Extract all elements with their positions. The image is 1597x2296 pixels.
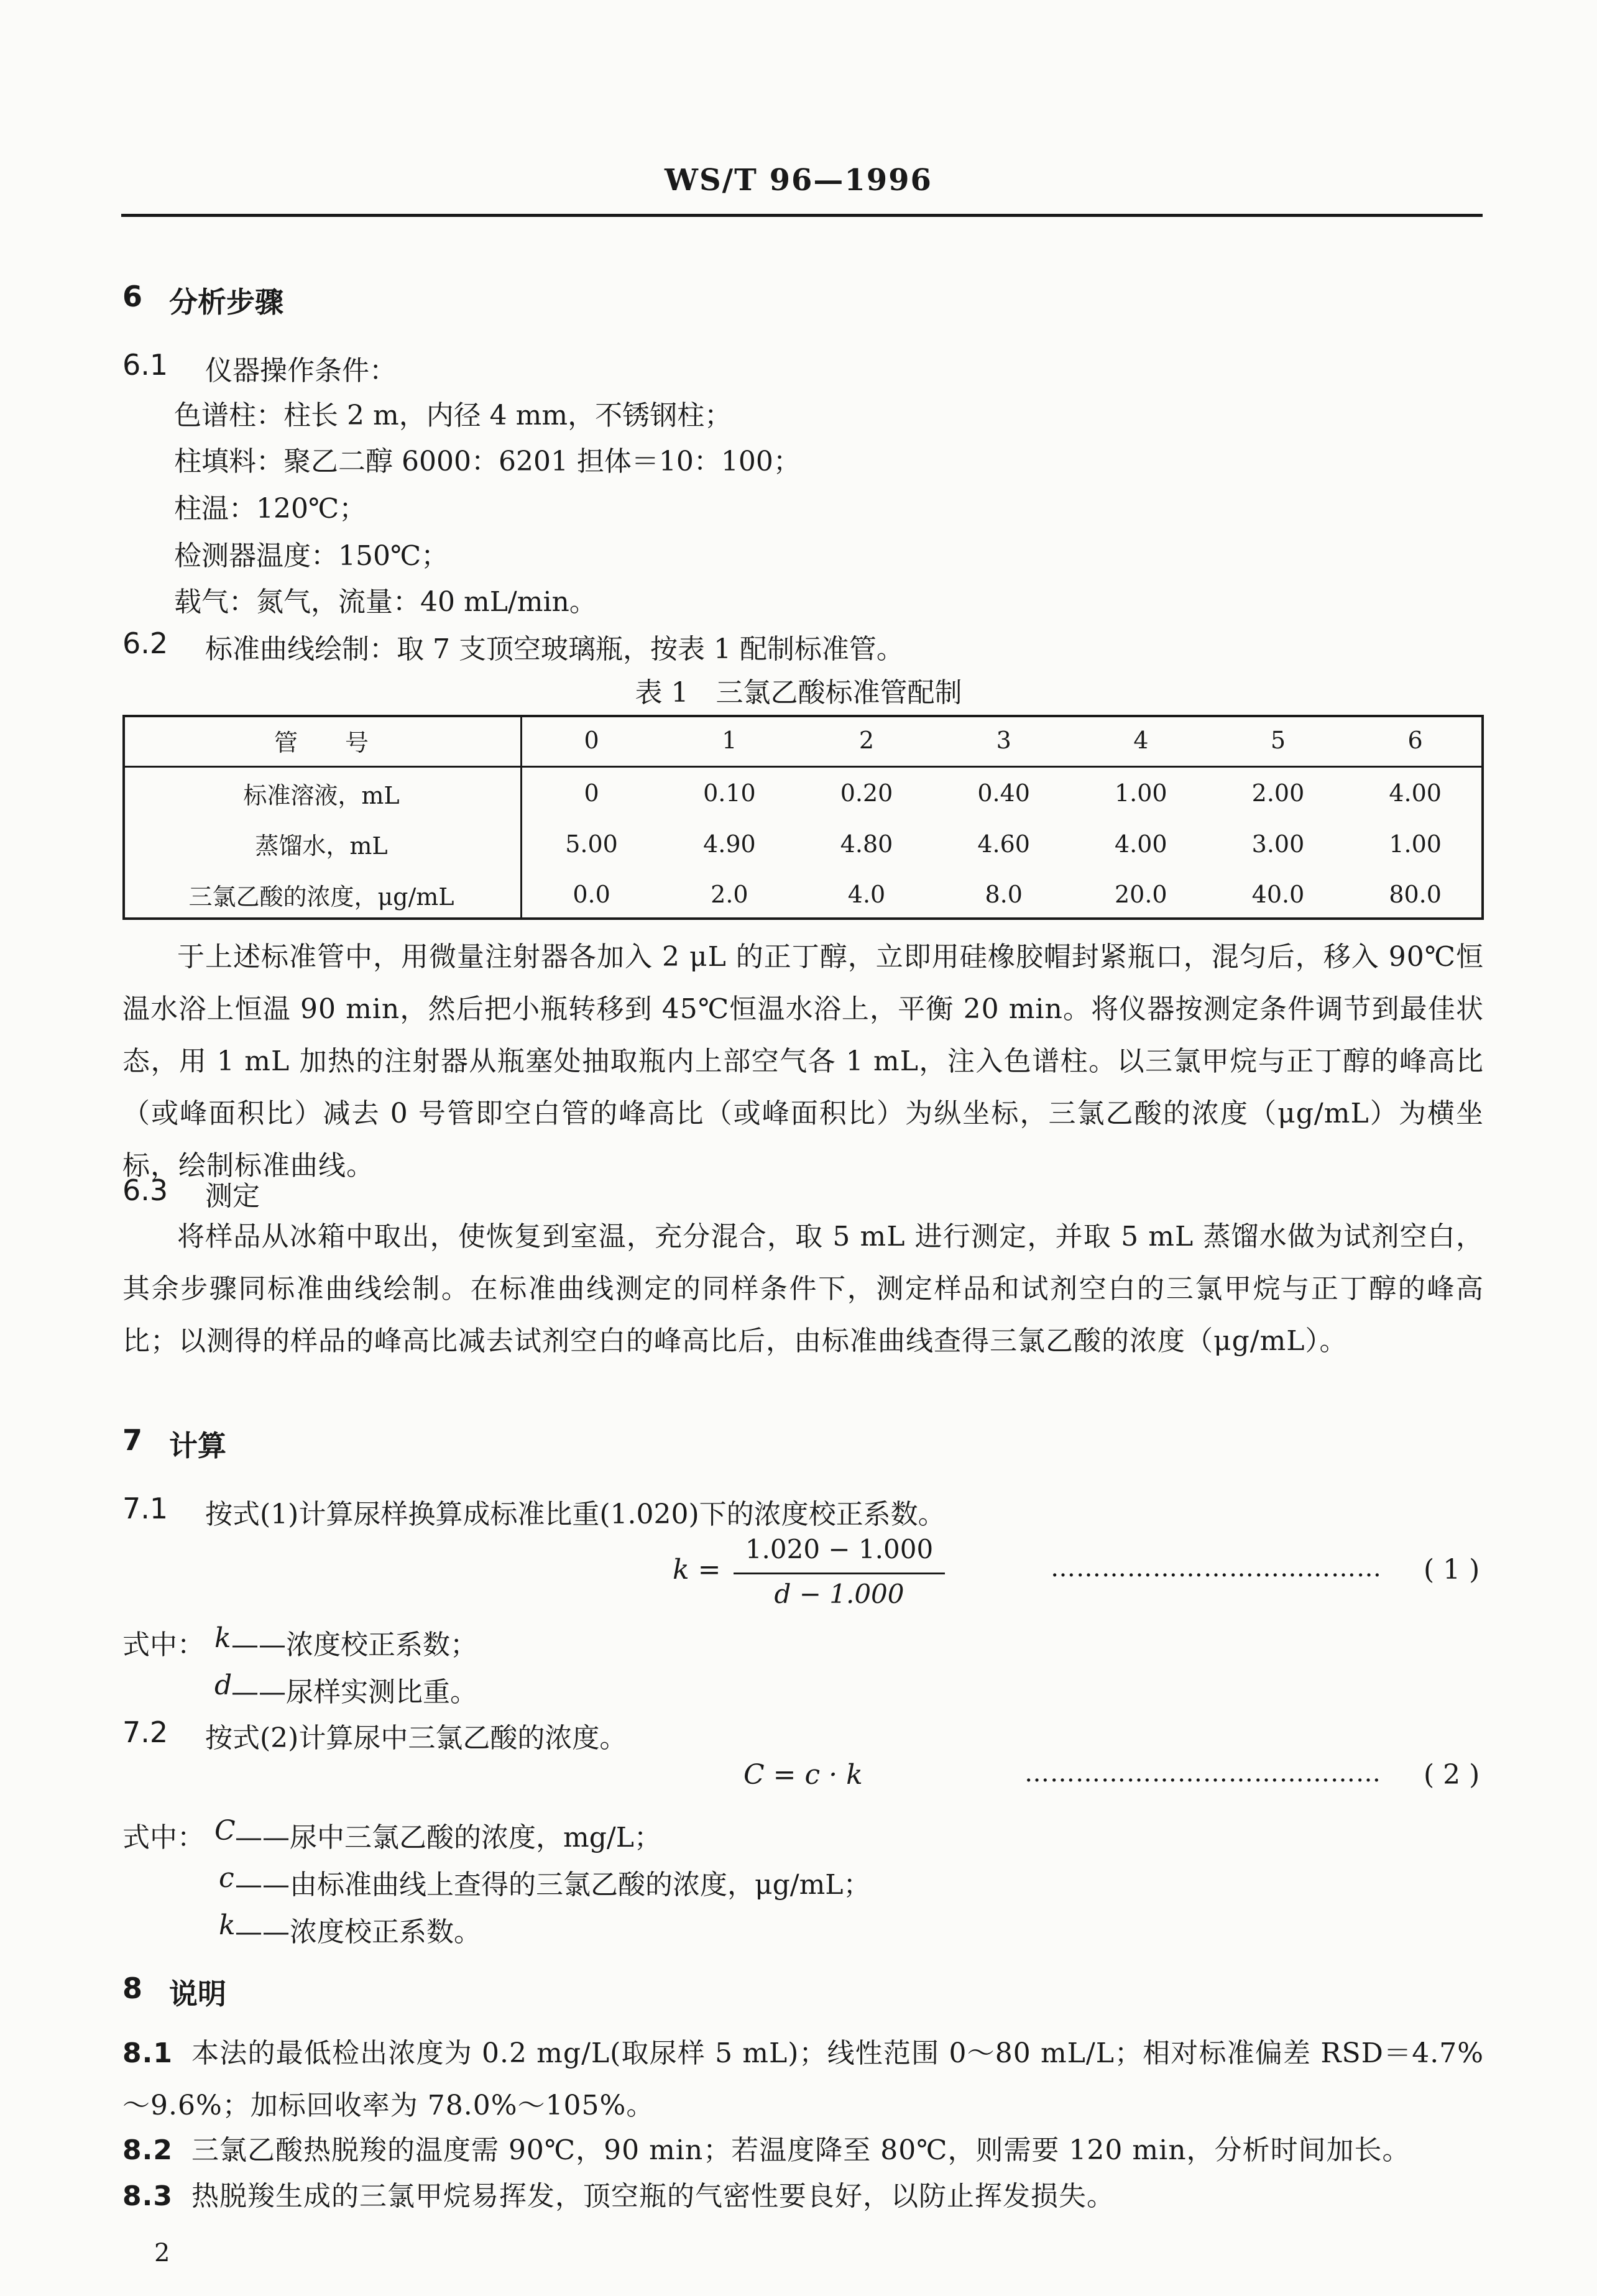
clause-6-1-number: 6.1 <box>122 348 168 382</box>
condition-line: 载气：氮气，流量：40 mL/min。 <box>174 586 597 618</box>
variable-description: ——尿样实测比重。 <box>231 1676 477 1708</box>
section-7-title: 计算 <box>169 1429 226 1463</box>
standard-tube-table <box>122 715 1484 920</box>
where-label: 式中： <box>122 1629 205 1661</box>
condition-line: 柱填料：聚乙二醇 6000：6201 担体＝10：100； <box>174 446 801 477</box>
clause-7-2-number: 7.2 <box>122 1715 168 1749</box>
note-number: 8.3 <box>122 2180 173 2212</box>
where-label: 式中： <box>122 1822 205 1853</box>
clause-6-1-title: 仪器操作条件： <box>205 355 397 387</box>
table-caption: 表 1 三氯乙酸标准管配制 <box>635 677 962 709</box>
fraction-bar <box>734 1573 945 1574</box>
table-cell: 2 <box>798 715 936 767</box>
section-7-number: 7 <box>122 1423 143 1457</box>
section-8-title: 说明 <box>169 1977 226 2011</box>
table-cell: 3.00 <box>1251 830 1305 858</box>
table-cell: 4.60 <box>977 830 1030 858</box>
clause-7-1-text: 按式(1)计算尿样换算成标准比重(1.020)下的浓度校正系数。 <box>205 1499 946 1530</box>
table-cell: 0.10 <box>703 779 756 807</box>
measurement-paragraph: 将样品从冰箱中取出，使恢复到室温，充分混合，取 5 mL 进行测定，并取 5 mL 蒸馏水做为试剂空白，其余步骤同标准曲线绘制。在标准曲线测定的同样条件下，测定样品和试剂空白的三氯甲烷与正丁醇的峰高比；以测得的样品的峰高比减去试剂空白的峰高比后，由标准曲线查得三氯乙酸的浓度（μg/mL）。 <box>122 1221 1484 1357</box>
table-cell: 1.00 <box>1389 830 1442 858</box>
variable-description: ——浓度校正系数； <box>231 1629 477 1661</box>
table-cell: 4.0 <box>847 881 886 909</box>
variable-symbol: c <box>219 1862 234 1894</box>
table-row <box>122 819 1484 869</box>
formula-1-lhs: k = <box>673 1554 721 1586</box>
note-text: 本法的最低检出浓度为 0.2 mg/L(取尿样 5 mL)；线性范围 0～80 mL/L；相对标准偏差 RSD＝4.7%～9.6%；加标回收率为 78.0%～105%。 <box>122 2037 1484 2121</box>
table-cell: 0 <box>522 715 661 767</box>
table-cell: 40.0 <box>1251 881 1305 909</box>
clause-7-1-number: 7.1 <box>122 1492 168 1525</box>
variable-symbol: d <box>214 1669 232 1701</box>
table-cell: 4.00 <box>1115 830 1167 858</box>
table-cell: 4.00 <box>1389 779 1442 807</box>
clause-6-3-title: 测定 <box>205 1180 260 1212</box>
section-8-number: 8 <box>122 1972 143 2005</box>
formula-1-leader: ………………………………… <box>1051 1554 1382 1582</box>
table-cell: 0.0 <box>573 881 610 909</box>
formula-2-leader: …………………………………… <box>1024 1759 1381 1788</box>
condition-line: 色谱柱：柱长 2 m，内径 4 mm，不锈钢柱； <box>174 400 732 431</box>
table-row <box>122 870 1484 920</box>
table-cell: 8.0 <box>985 881 1023 909</box>
table-cell: 0.40 <box>977 779 1030 807</box>
table-cell: 80.0 <box>1389 881 1442 909</box>
table-cell: 1 <box>661 715 798 767</box>
procedure-paragraph: 于上述标准管中，用微量注射器各加入 2 μL 的正丁醇，立即用硅橡胶帽封紧瓶口，混匀后，移入 90℃恒温水浴上恒温 90 min，然后把小瓶转移到 45℃恒温水浴上，平衡 20 min。将仪器按测定条件调节到最佳状态，用 1 mL 加热的注射器从瓶塞处抽取瓶内上部空气各 1 mL，注入色谱柱。以三氯甲烷与正丁醇的峰高比（或峰面积比）减去 0 号管即空白管的峰高比（或峰面积比）为纵坐标，三氯乙酸的浓度（μg/mL）为横坐标，绘制标准曲线。 <box>122 941 1484 1182</box>
condition-line: 检测器温度：150℃； <box>174 540 449 572</box>
table-cell: 5 <box>1210 715 1347 767</box>
table-cell: 1.00 <box>1115 779 1167 807</box>
table-cell: 0.20 <box>840 779 893 807</box>
table-cell: 2.00 <box>1251 779 1305 807</box>
table-cell: 20.0 <box>1115 881 1167 909</box>
note-item <box>122 2027 1484 2132</box>
note-item <box>122 2124 1484 2177</box>
clause-6-2-text: 标准曲线绘制：取 7 支顶空玻璃瓶，按表 1 配制标准管。 <box>205 633 904 665</box>
header-rule <box>121 214 1483 217</box>
section-6-title: 分析步骤 <box>169 285 283 319</box>
formula-1-numerator: 1.020 − 1.000 <box>745 1534 934 1564</box>
table-header-label: 管 号 <box>122 715 522 767</box>
table-cell: 0 <box>584 779 599 807</box>
note-text: 三氯乙酸热脱羧的温度需 90℃，90 min；若温度降至 80℃，则需要 120 min，分析时间加长。 <box>191 2134 1411 2166</box>
table-cell: 4.90 <box>703 830 756 858</box>
formula-1-number: ( 1 ) <box>1424 1554 1480 1586</box>
clause-6-2-number: 6.2 <box>122 627 168 660</box>
table-cell: 5.00 <box>565 830 618 858</box>
table-header-row <box>122 715 1484 767</box>
variable-description: ——尿中三氯乙酸的浓度，mg/L； <box>235 1822 661 1853</box>
table-cell: 4.80 <box>840 830 893 858</box>
note-number: 8.1 <box>122 2037 173 2069</box>
formula-1-denominator: d − 1.000 <box>774 1579 904 1609</box>
table-row-label: 三氯乙酸的浓度，μg/mL <box>122 870 522 920</box>
table-row <box>122 767 1484 819</box>
table-cell: 3 <box>935 715 1072 767</box>
section-6-number: 6 <box>122 280 143 313</box>
table-cell: 2.0 <box>711 881 748 909</box>
table-cell: 4 <box>1072 715 1210 767</box>
formula-2-number: ( 2 ) <box>1424 1759 1480 1791</box>
variable-symbol: C <box>214 1815 236 1847</box>
page-number: 2 <box>154 2239 170 2267</box>
note-item <box>122 2170 1484 2223</box>
clause-7-2-text: 按式(2)计算尿中三氯乙酸的浓度。 <box>205 1722 627 1754</box>
variable-symbol: k <box>214 1622 231 1654</box>
condition-line: 柱温：120℃； <box>174 493 367 525</box>
clause-6-3-number: 6.3 <box>122 1173 168 1207</box>
variable-description: ——由标准曲线上查得的三氯乙酸的浓度，μg/mL； <box>235 1869 871 1901</box>
variable-description: ——浓度校正系数。 <box>235 1916 481 1948</box>
formula-2: C = c · k <box>743 1759 863 1791</box>
table-row-label: 标准溶液，mL <box>122 767 522 819</box>
table-cell: 6 <box>1346 715 1484 767</box>
note-number: 8.2 <box>122 2134 173 2166</box>
document-code: WS/T 96—1996 <box>665 163 932 198</box>
table-row-label: 蒸馏水，mL <box>122 819 522 869</box>
variable-symbol: k <box>219 1909 236 1941</box>
note-text: 热脱羧生成的三氯甲烷易挥发，顶空瓶的气密性要良好，以防止挥发损失。 <box>191 2180 1115 2212</box>
